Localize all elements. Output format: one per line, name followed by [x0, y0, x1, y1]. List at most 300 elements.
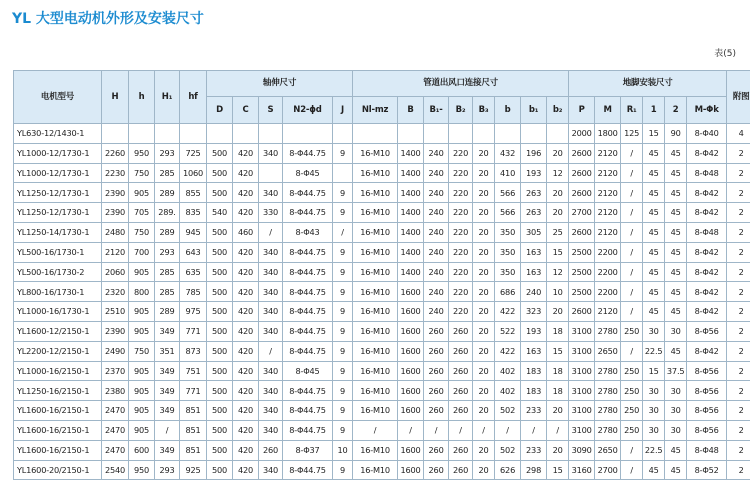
value-cell: 2200	[595, 242, 621, 262]
value-cell: 340	[259, 420, 283, 440]
value-cell: 260	[424, 341, 449, 361]
value-cell: 1400	[398, 163, 424, 183]
value-cell: 340	[259, 460, 283, 480]
value-cell: 18	[547, 321, 569, 341]
value-cell: 240	[424, 302, 449, 322]
value-cell: 2120	[595, 143, 621, 163]
value-cell: 240	[424, 242, 449, 262]
col-header-sub: M	[595, 97, 621, 124]
value-cell: 420	[233, 242, 259, 262]
value-cell: /	[621, 302, 643, 322]
value-cell: /	[473, 420, 495, 440]
value-cell: 8-Φ44.75	[283, 143, 333, 163]
value-cell: 20	[473, 302, 495, 322]
value-cell: 220	[449, 183, 473, 203]
value-cell: 4	[727, 124, 750, 144]
header-row-groups	[14, 71, 750, 97]
value-cell: 540	[207, 203, 233, 223]
col-header-sub: M-Φk	[687, 97, 727, 124]
value-cell	[495, 124, 521, 144]
value-cell: 905	[129, 401, 155, 421]
value-cell: 751	[180, 361, 207, 381]
value-cell: 349	[155, 440, 180, 460]
value-cell: 8-Φ44.75	[283, 242, 333, 262]
value-cell: 402	[495, 381, 521, 401]
value-cell	[207, 124, 233, 144]
value-cell: 500	[207, 381, 233, 401]
group-header-duct: 管道出风口连接尺寸	[353, 71, 569, 97]
value-cell: 9	[333, 262, 353, 282]
value-cell: 240	[424, 203, 449, 223]
value-cell: 20	[473, 381, 495, 401]
value-cell: 2470	[102, 420, 129, 440]
value-cell: 420	[233, 183, 259, 203]
value-cell: 2120	[595, 183, 621, 203]
value-cell: 1400	[398, 143, 424, 163]
value-cell: /	[398, 420, 424, 440]
value-cell	[521, 124, 547, 144]
value-cell: 725	[180, 143, 207, 163]
value-cell: 340	[259, 143, 283, 163]
col-header-sub: J	[333, 97, 353, 124]
value-cell: 260	[424, 381, 449, 401]
value-cell: 250	[621, 420, 643, 440]
value-cell: 45	[643, 460, 665, 480]
value-cell: 9	[333, 321, 353, 341]
value-cell: 193	[521, 163, 547, 183]
value-cell: 30	[643, 321, 665, 341]
value-cell: /	[621, 183, 643, 203]
value-cell: 500	[207, 401, 233, 421]
value-cell: 8-Φ42	[687, 302, 727, 322]
value-cell: 851	[180, 440, 207, 460]
value-cell: 20	[473, 242, 495, 262]
value-cell: 90	[665, 124, 687, 144]
col-header-sub: 2	[665, 97, 687, 124]
col-header-sub: 1	[643, 97, 665, 124]
value-cell: 1060	[180, 163, 207, 183]
value-cell: 240	[424, 163, 449, 183]
value-cell: 37.5	[665, 361, 687, 381]
model-cell: YL1250-12/1730-1	[14, 203, 102, 223]
value-cell: 2230	[102, 163, 129, 183]
value-cell	[333, 124, 353, 144]
value-cell	[547, 124, 569, 144]
value-cell: 9	[333, 183, 353, 203]
value-cell: 260	[424, 401, 449, 421]
value-cell: 800	[129, 282, 155, 302]
value-cell: 9	[333, 460, 353, 480]
value-cell: 260	[449, 381, 473, 401]
value-cell: 233	[521, 440, 547, 460]
value-cell: 220	[449, 163, 473, 183]
value-cell: 20	[473, 262, 495, 282]
value-cell: 15	[547, 341, 569, 361]
value-cell: 9	[333, 420, 353, 440]
value-cell: 2600	[569, 222, 595, 242]
value-cell: 20	[473, 321, 495, 341]
value-cell: 700	[129, 242, 155, 262]
value-cell: 2650	[595, 440, 621, 460]
value-cell: 20	[473, 143, 495, 163]
model-cell: YL1250-14/1730-1	[14, 222, 102, 242]
table-row	[14, 381, 750, 401]
value-cell: 420	[233, 203, 259, 223]
col-header-H: H	[102, 71, 129, 124]
value-cell: 3100	[569, 401, 595, 421]
value-cell: 2	[727, 361, 750, 381]
value-cell: 9	[333, 203, 353, 223]
model-cell: YL1000-16/2150-1	[14, 361, 102, 381]
value-cell: 350	[495, 222, 521, 242]
value-cell: 500	[207, 222, 233, 242]
value-cell: 30	[643, 420, 665, 440]
value-cell: /	[495, 420, 521, 440]
value-cell: 420	[233, 321, 259, 341]
model-cell: YL1000-12/1730-1	[14, 163, 102, 183]
value-cell: 8-Φ42	[687, 341, 727, 361]
value-cell: /	[621, 163, 643, 183]
value-cell	[233, 124, 259, 144]
value-cell: 18	[547, 381, 569, 401]
col-header-sub: B₂	[449, 97, 473, 124]
value-cell: 9	[333, 282, 353, 302]
value-cell: 2500	[569, 262, 595, 282]
value-cell: 420	[233, 262, 259, 282]
value-cell: 20	[473, 183, 495, 203]
table-row	[14, 143, 750, 163]
value-cell: 2600	[569, 143, 595, 163]
table-row	[14, 222, 750, 242]
value-cell: 905	[129, 321, 155, 341]
value-cell: 2120	[595, 163, 621, 183]
model-cell: YL1000-12/1730-1	[14, 143, 102, 163]
value-cell: 500	[207, 262, 233, 282]
model-cell: YL2200-12/2150-1	[14, 341, 102, 361]
value-cell	[155, 124, 180, 144]
value-cell: 1400	[398, 183, 424, 203]
value-cell: /	[621, 440, 643, 460]
value-cell: 8-Φ44.75	[283, 282, 333, 302]
value-cell: 20	[547, 440, 569, 460]
value-cell: 8-Φ45	[283, 163, 333, 183]
value-cell: 45	[665, 242, 687, 262]
value-cell: 500	[207, 321, 233, 341]
value-cell: 500	[207, 183, 233, 203]
value-cell: /	[621, 262, 643, 282]
value-cell: 2500	[569, 282, 595, 302]
value-cell: 15	[547, 242, 569, 262]
value-cell: /	[353, 420, 398, 440]
value-cell: /	[621, 222, 643, 242]
value-cell: 240	[424, 262, 449, 282]
value-cell: 750	[129, 163, 155, 183]
value-cell: 16-M10	[353, 440, 398, 460]
value-cell: 1800	[595, 124, 621, 144]
value-cell: 1400	[398, 262, 424, 282]
value-cell: 2500	[569, 242, 595, 262]
value-cell: 293	[155, 460, 180, 480]
value-cell: 8-Φ42	[687, 282, 727, 302]
table-row	[14, 242, 750, 262]
value-cell: 9	[333, 341, 353, 361]
value-cell	[449, 124, 473, 144]
value-cell: 240	[424, 282, 449, 302]
group-header-foot: 地脚安装尺寸	[569, 71, 727, 97]
col-header-h: h	[129, 71, 155, 124]
value-cell: 2320	[102, 282, 129, 302]
value-cell: 289.	[155, 203, 180, 223]
value-cell: 635	[180, 262, 207, 282]
value-cell: 240	[424, 222, 449, 242]
value-cell: 905	[129, 262, 155, 282]
col-header-fig: 附图	[727, 71, 750, 124]
value-cell: 16-M10	[353, 203, 398, 223]
value-cell: 2390	[102, 183, 129, 203]
value-cell: 925	[180, 460, 207, 480]
value-cell: 340	[259, 262, 283, 282]
col-header-sub: R₁	[621, 97, 643, 124]
value-cell: 20	[473, 440, 495, 460]
value-cell: 500	[207, 420, 233, 440]
value-cell: 945	[180, 222, 207, 242]
value-cell: 9	[333, 242, 353, 262]
value-cell: 8-Φ42	[687, 203, 727, 223]
value-cell: 500	[207, 341, 233, 361]
value-cell: 2	[727, 341, 750, 361]
value-cell: 240	[424, 143, 449, 163]
value-cell: 522	[495, 321, 521, 341]
value-cell: 260	[424, 321, 449, 341]
value-cell: 855	[180, 183, 207, 203]
value-cell: 2060	[102, 262, 129, 282]
value-cell: 45	[665, 183, 687, 203]
value-cell: 350	[495, 242, 521, 262]
value-cell: 2200	[595, 282, 621, 302]
value-cell: 2	[727, 242, 750, 262]
value-cell: 750	[129, 222, 155, 242]
value-cell: 1600	[398, 282, 424, 302]
value-cell: /	[424, 420, 449, 440]
value-cell: 420	[233, 381, 259, 401]
model-cell: YL1600-16/2150-1	[14, 420, 102, 440]
value-cell: 45	[643, 183, 665, 203]
value-cell: 8-Φ48	[687, 222, 727, 242]
value-cell: 422	[495, 341, 521, 361]
value-cell: 20	[473, 460, 495, 480]
value-cell: 240	[424, 183, 449, 203]
value-cell: 1400	[398, 242, 424, 262]
value-cell: 410	[495, 163, 521, 183]
value-cell: 2	[727, 183, 750, 203]
value-cell: 45	[665, 341, 687, 361]
value-cell: 2	[727, 440, 750, 460]
value-cell: 8-Φ44.75	[283, 302, 333, 322]
value-cell: 20	[473, 163, 495, 183]
table-row	[14, 124, 750, 144]
value-cell: 45	[665, 460, 687, 480]
value-cell: 240	[521, 282, 547, 302]
value-cell: 349	[155, 321, 180, 341]
value-cell: 9	[333, 143, 353, 163]
value-cell: 2	[727, 381, 750, 401]
value-cell: 1600	[398, 302, 424, 322]
value-cell: 220	[449, 222, 473, 242]
value-cell: 2780	[595, 361, 621, 381]
value-cell: 340	[259, 242, 283, 262]
col-header-sub: B₃	[473, 97, 495, 124]
value-cell: 420	[233, 401, 259, 421]
value-cell: 873	[180, 341, 207, 361]
value-cell: 2120	[102, 242, 129, 262]
value-cell: 950	[129, 460, 155, 480]
table-row	[14, 302, 750, 322]
value-cell: 2700	[595, 460, 621, 480]
value-cell: 8-Φ56	[687, 401, 727, 421]
value-cell: 851	[180, 420, 207, 440]
col-header-sub: B	[398, 97, 424, 124]
value-cell: 15	[547, 460, 569, 480]
model-cell: YL500-16/1730-2	[14, 262, 102, 282]
value-cell: 10	[333, 440, 353, 460]
value-cell	[259, 124, 283, 144]
value-cell: 340	[259, 361, 283, 381]
value-cell: 340	[259, 401, 283, 421]
value-cell: 771	[180, 381, 207, 401]
value-cell: 289	[155, 302, 180, 322]
value-cell: 1600	[398, 381, 424, 401]
table-body	[14, 124, 750, 480]
value-cell: 16-M10	[353, 262, 398, 282]
value-cell: 2	[727, 203, 750, 223]
value-cell: 2	[727, 420, 750, 440]
value-cell: 12	[547, 262, 569, 282]
value-cell: 45	[643, 143, 665, 163]
value-cell: 2780	[595, 321, 621, 341]
value-cell: 2200	[595, 262, 621, 282]
value-cell	[398, 124, 424, 144]
value-cell: 45	[643, 222, 665, 242]
value-cell: /	[333, 222, 353, 242]
value-cell: 1400	[398, 203, 424, 223]
value-cell: 905	[129, 381, 155, 401]
value-cell: 626	[495, 460, 521, 480]
value-cell: 2480	[102, 222, 129, 242]
value-cell: 2380	[102, 381, 129, 401]
value-cell: 45	[643, 163, 665, 183]
value-cell: 500	[207, 242, 233, 262]
table-row	[14, 163, 750, 183]
value-cell: 285	[155, 282, 180, 302]
value-cell: 45	[665, 302, 687, 322]
table-row	[14, 341, 750, 361]
value-cell	[102, 124, 129, 144]
value-cell: 305	[521, 222, 547, 242]
col-header-sub: b	[495, 97, 521, 124]
value-cell: 8-Φ44.75	[283, 321, 333, 341]
value-cell: 323	[521, 302, 547, 322]
model-cell: YL500-16/1730-1	[14, 242, 102, 262]
value-cell: 420	[233, 282, 259, 302]
value-cell	[424, 124, 449, 144]
value-cell: 183	[521, 361, 547, 381]
col-header-sub: Nl-mz	[353, 97, 398, 124]
model-cell: YL800-16/1730-1	[14, 282, 102, 302]
value-cell: 2000	[569, 124, 595, 144]
value-cell	[473, 124, 495, 144]
value-cell: 30	[665, 381, 687, 401]
value-cell: 16-M10	[353, 143, 398, 163]
value-cell: 8-Φ56	[687, 321, 727, 341]
value-cell: 8-Φ44.75	[283, 203, 333, 223]
value-cell: 2	[727, 282, 750, 302]
value-cell: 45	[643, 242, 665, 262]
value-cell: 351	[155, 341, 180, 361]
table-row	[14, 401, 750, 421]
model-cell: YL1600-12/2150-1	[14, 321, 102, 341]
value-cell: /	[621, 460, 643, 480]
value-cell: 250	[621, 361, 643, 381]
value-cell: 20	[547, 143, 569, 163]
value-cell: 2390	[102, 321, 129, 341]
value-cell: 183	[521, 381, 547, 401]
value-cell: 2780	[595, 420, 621, 440]
value-cell: 220	[449, 302, 473, 322]
value-cell: 566	[495, 203, 521, 223]
value-cell: 293	[155, 143, 180, 163]
value-cell: 260	[449, 321, 473, 341]
value-cell: 45	[643, 203, 665, 223]
value-cell: 500	[207, 361, 233, 381]
value-cell: 45	[643, 262, 665, 282]
value-cell: 835	[180, 203, 207, 223]
value-cell: 502	[495, 401, 521, 421]
value-cell: 45	[665, 163, 687, 183]
value-cell: 163	[521, 262, 547, 282]
value-cell: 2470	[102, 401, 129, 421]
value-cell: 45	[643, 302, 665, 322]
value-cell: 905	[129, 183, 155, 203]
value-cell: 163	[521, 341, 547, 361]
value-cell: 8-Φ42	[687, 143, 727, 163]
value-cell: 340	[259, 302, 283, 322]
value-cell: 2120	[595, 302, 621, 322]
value-cell: 45	[643, 282, 665, 302]
value-cell: 420	[233, 143, 259, 163]
value-cell: 750	[129, 341, 155, 361]
value-cell: 686	[495, 282, 521, 302]
value-cell: 8-Φ42	[687, 262, 727, 282]
value-cell: 2	[727, 302, 750, 322]
value-cell	[333, 163, 353, 183]
model-cell: YL1250-16/2150-1	[14, 381, 102, 401]
value-cell: /	[621, 341, 643, 361]
value-cell: 2	[727, 163, 750, 183]
value-cell: 263	[521, 203, 547, 223]
value-cell: 2	[727, 222, 750, 242]
value-cell: 340	[259, 183, 283, 203]
table-row	[14, 203, 750, 223]
value-cell: 289	[155, 183, 180, 203]
value-cell: 45	[665, 222, 687, 242]
table-row	[14, 321, 750, 341]
value-cell: 260	[424, 460, 449, 480]
value-cell: 3090	[569, 440, 595, 460]
value-cell: 16-M10	[353, 242, 398, 262]
value-cell: 340	[259, 282, 283, 302]
value-cell: 16-M10	[353, 183, 398, 203]
value-cell: 293	[155, 242, 180, 262]
